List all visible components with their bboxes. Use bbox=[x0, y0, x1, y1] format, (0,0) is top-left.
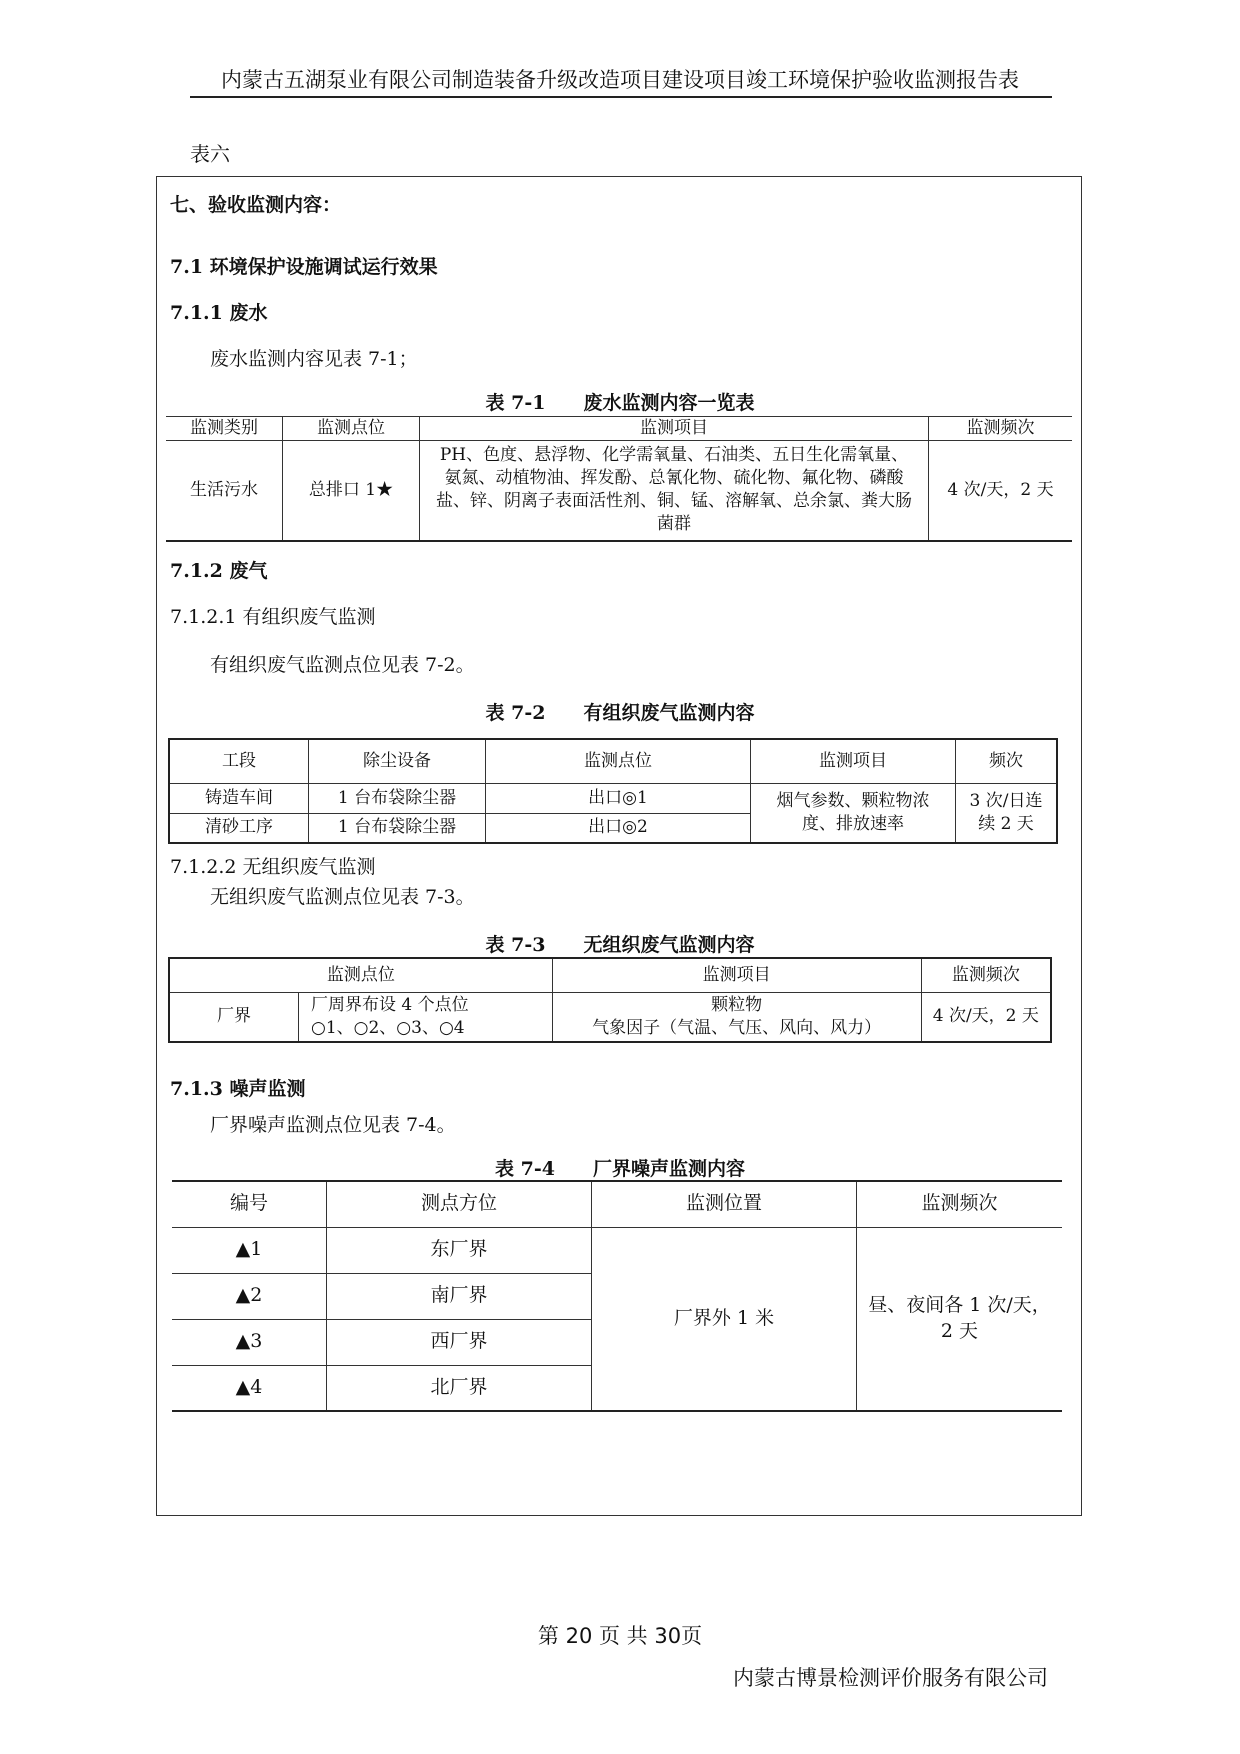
t3-items: 颗粒物 气象因子（气温、气压、风向、风力） bbox=[552, 992, 921, 1042]
t4-cell: ▲3 bbox=[172, 1319, 327, 1365]
t4-header: 测点方位 bbox=[327, 1181, 592, 1227]
t1-header: 监测频次 bbox=[929, 417, 1073, 441]
t2-cell: 1 台布袋除尘器 bbox=[309, 783, 486, 813]
t2-cell: 1 台布袋除尘器 bbox=[309, 813, 486, 843]
section-7-1-1-text: 废水监测内容见表 7-1； bbox=[210, 348, 418, 370]
section-7-1-3-text: 厂界噪声监测点位见表 7-4。 bbox=[210, 1114, 456, 1136]
t3-header: 监测点位 bbox=[169, 958, 552, 992]
section-7-1-3-title: 7.1.3 噪声监测 bbox=[170, 1078, 306, 1100]
table-7-3-caption: 表 7-3 无组织废气监测内容 bbox=[485, 934, 755, 956]
t4-cell: ▲2 bbox=[172, 1273, 327, 1319]
section-7-title: 七、验收监测内容： bbox=[170, 194, 342, 216]
table-7-1-caption: 表 7-1 废水监测内容一览表 bbox=[485, 392, 755, 414]
page-number: 第 20 页 共 30页 bbox=[537, 1624, 703, 1648]
section-7-1-2-1-text: 有组织废气监测点位见表 7-2。 bbox=[210, 654, 475, 676]
t4-freq: 昼、夜间各 1 次/天， 2 天 bbox=[857, 1227, 1063, 1411]
header-title: 内蒙古五湖泵业有限公司制造装备升级改造项目建设项目竣工环境保护验收监测报告表 bbox=[221, 68, 1019, 92]
table-7-2-caption: 表 7-2 有组织废气监测内容 bbox=[485, 702, 755, 724]
t2-header: 监测点位 bbox=[486, 739, 751, 783]
table-7-4-caption: 表 7-4 厂界噪声监测内容 bbox=[495, 1158, 745, 1180]
t4-cell: 北厂界 bbox=[327, 1365, 592, 1411]
t1-cell: 4 次/天，2 天 bbox=[929, 441, 1073, 541]
t2-cell: 铸造车间 bbox=[169, 783, 309, 813]
section-7-1-2-title: 7.1.2 废气 bbox=[170, 560, 268, 582]
section-7-1-1-title: 7.1.1 废水 bbox=[170, 302, 268, 324]
section-7-1-2-2-text: 无组织废气监测点位见表 7-3。 bbox=[210, 886, 475, 908]
section-7-1-2-1-title: 7.1.2.1 有组织废气监测 bbox=[170, 606, 376, 628]
t2-cell: 清砂工序 bbox=[169, 813, 309, 843]
table-7-1 bbox=[166, 416, 1072, 542]
t1-cell: PH、色度、悬浮物、化学需氧量、石油类、五日生化需氧量、氨氮、动植物油、挥发酚、总氰化物、硫化物、氟化物、磷酸盐、锌、阴离子表面活性剂、铜、锰、溶解氧、总余氯、粪大肠菌群 bbox=[420, 441, 929, 541]
t3-cell: 4 次/天，2 天 bbox=[921, 992, 1051, 1042]
table-7-2 bbox=[168, 738, 1058, 844]
table-label: 表六 bbox=[190, 142, 230, 166]
t2-cell: 出口◎1 bbox=[486, 783, 751, 813]
t4-header: 编号 bbox=[172, 1181, 327, 1227]
t3-header: 监测项目 bbox=[552, 958, 921, 992]
t2-cell: 出口◎2 bbox=[486, 813, 751, 843]
t1-cell: 总排口 1★ bbox=[283, 441, 420, 541]
t3-header: 监测频次 bbox=[921, 958, 1051, 992]
t4-header: 监测频次 bbox=[857, 1181, 1063, 1227]
t3-points: 厂周界布设 4 个点位 ○1、○2、○3、○4 bbox=[299, 992, 553, 1042]
t2-items: 烟气参数、颗粒物浓度、排放速率 bbox=[751, 783, 956, 843]
t2-header: 监测项目 bbox=[751, 739, 956, 783]
t4-cell: 西厂界 bbox=[327, 1319, 592, 1365]
t4-cell: 东厂界 bbox=[327, 1227, 592, 1273]
t4-cell: ▲1 bbox=[172, 1227, 327, 1273]
section-7-1-2-2-title: 7.1.2.2 无组织废气监测 bbox=[170, 856, 376, 878]
t4-cell: 南厂界 bbox=[327, 1273, 592, 1319]
footer-company: 内蒙古博景检测评价服务有限公司 bbox=[733, 1666, 1048, 1690]
t4-cell: ▲4 bbox=[172, 1365, 327, 1411]
t2-header: 除尘设备 bbox=[309, 739, 486, 783]
table-7-4 bbox=[172, 1180, 1062, 1412]
table-7-3 bbox=[168, 957, 1052, 1043]
section-7-1-title: 7.1 环境保护设施调试运行效果 bbox=[170, 256, 438, 278]
t2-header: 频次 bbox=[956, 739, 1058, 783]
t4-header: 监测位置 bbox=[592, 1181, 857, 1227]
t1-header: 监测点位 bbox=[283, 417, 420, 441]
t1-cell: 生活污水 bbox=[166, 441, 283, 541]
t2-freq: 3 次/日连续 2 天 bbox=[956, 783, 1058, 843]
t2-header: 工段 bbox=[169, 739, 309, 783]
t3-cell: 厂界 bbox=[169, 992, 299, 1042]
t4-position: 厂界外 1 米 bbox=[592, 1227, 857, 1411]
t1-header: 监测类别 bbox=[166, 417, 283, 441]
header-rule bbox=[190, 96, 1052, 98]
t1-header: 监测项目 bbox=[420, 417, 929, 441]
